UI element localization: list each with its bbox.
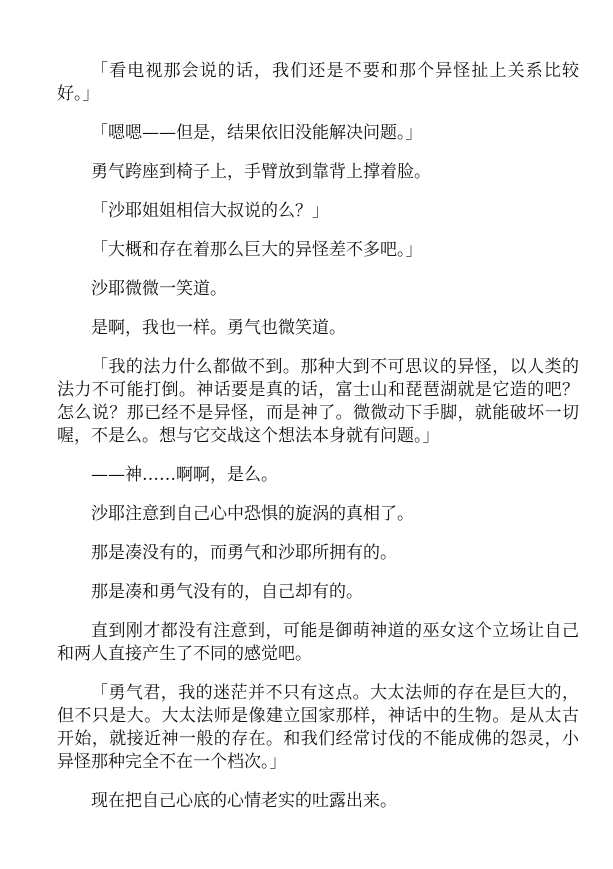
paragraph-7: 是啊，我也一样。勇气也微笑道。 — [91, 318, 346, 338]
document-page — [57, 60, 579, 829]
paragraph-1: 「看电视那会说的话，我们还是不要和那个异怪扯上关系比较好。」 — [57, 61, 579, 104]
paragraph-14: 「勇气君，我的迷茫并不只有这点。大太法师的存在是巨大的，但不只是大。大太法师是像建立国家那样，神话中的生物。是从太古开始，就接近神一般的存在。和我们经常讨伐的不能成佛的怨灵，小异怪那种完全不在一个档次。」 — [57, 683, 579, 772]
paragraph-4: 「沙耶姐姐相信大叔说的么？」 — [91, 201, 329, 221]
paragraph-3: 勇气跨座到椅子上，手臂放到靠背上撑着脸。 — [91, 162, 431, 182]
paragraph-10: 沙耶注意到自己心中恐惧的旋涡的真相了。 — [91, 504, 414, 524]
paragraph-13: 直到刚才都没有注意到，可能是御萌神道的巫女这个立场让自己和两人直接产生了不同的感觉吧。 — [57, 621, 579, 664]
paragraph-12: 那是凑和勇气没有的，自己却有的。 — [91, 582, 363, 602]
paragraph-11: 那是凑没有的，而勇气和沙耶所拥有的。 — [91, 543, 397, 563]
paragraph-9: ——神……啊啊，是么。 — [91, 465, 278, 485]
paragraph-15: 现在把自己心底的心情老实的吐露出来。 — [91, 791, 397, 811]
paragraph-2: 「嗯嗯——但是，结果依旧没能解决问题。」 — [91, 123, 423, 143]
paragraph-5: 「大概和存在着那么巨大的异怪差不多吧。」 — [91, 240, 423, 260]
paragraph-6: 沙耶微微一笑道。 — [91, 279, 227, 299]
paragraph-8: 「我的法力什么都做不到。那种大到不可思议的异怪，以人类的法力不可能打倒。神话要是真的话，富士山和琵琶湖就是它造的吧？怎么说？那已经不是异怪，而是神了。微微动下手脚，就能破坏一切喔，不是么。想与它交战这个想法本身就有问题。」 — [57, 357, 579, 446]
